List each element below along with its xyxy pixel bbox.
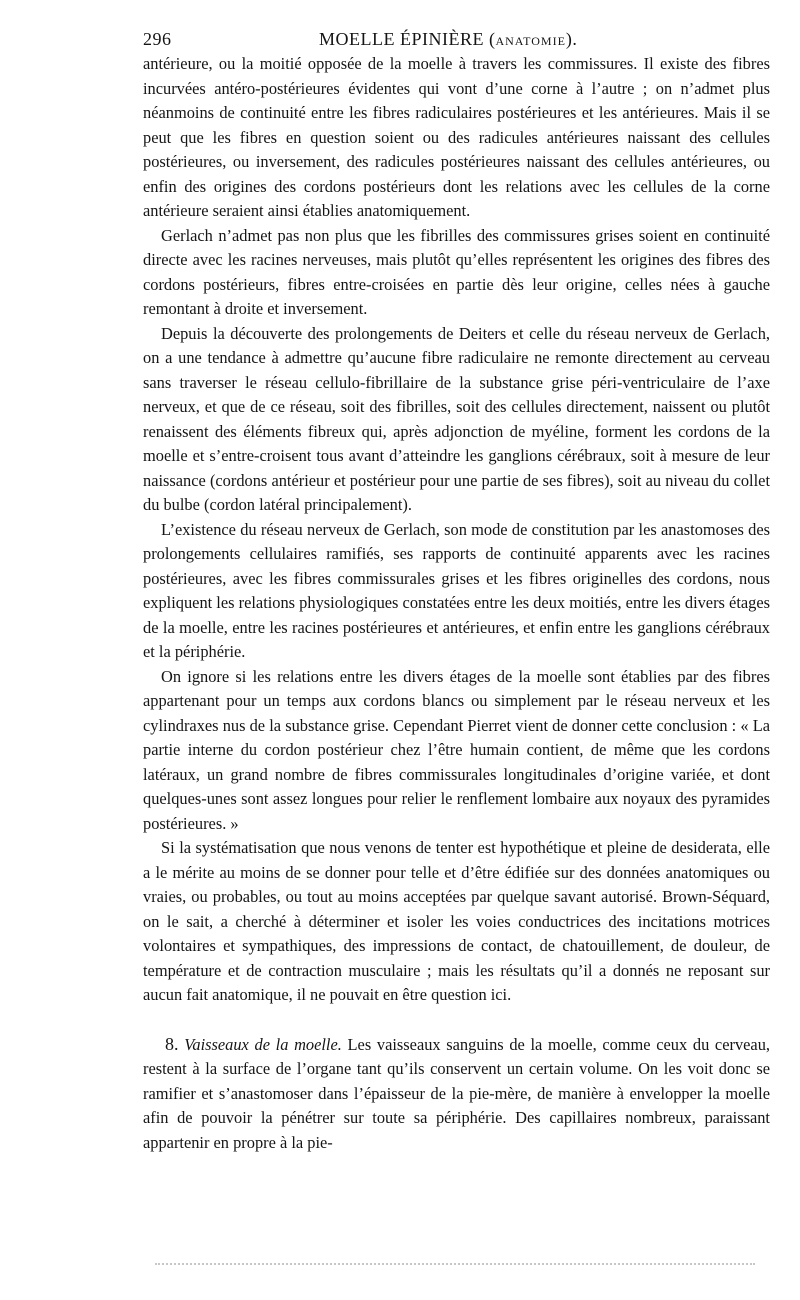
section-title: Vaisseaux de la moelle. bbox=[184, 1034, 342, 1054]
paragraph-gerlach: Gerlach n’admet pas non plus que les fibrilles des commissures grises soient en continuité directe avec les racines nerveuses, mais plutôt qu’elles représentent les origines des fibres des cordons postérieurs, fibres entre-croisées en partie dès leur origine, celles nées à gauche remontant à droite et inversement. bbox=[143, 225, 770, 318]
section-gap bbox=[143, 1008, 770, 1032]
section-number: 8. bbox=[165, 1033, 179, 1054]
section-text: Les vaisseaux sanguins de la moelle, comme ceux du cerveau, restent à la surface de l’organe tant qu’ils conservent un certain volume. On les voit donc se ramifier et s’anastomoser dans l’épaisseur de la pie-mère, de manière à envelopper la moelle afin de pouvoir la pénétrer sur toute sa périphérie. Des capillaires nombreux, paraissant appartenir en propre à la pie- bbox=[143, 1034, 770, 1152]
page-number: 296 bbox=[143, 29, 172, 49]
running-head bbox=[143, 26, 770, 52]
paragraph-pierret: On ignore si les relations entre les divers étages de la moelle sont établies par des fibres appartenant pour un temps aux cordons blancs ou simplement par le réseau nerveux et les cylindraxes nus de la substance grise. Cependant Pierret vient de donner cette conclusion : « La partie interne du cordon postérieur chez l’être humain contient, de même que les cordons latéraux, un grand nombre de fibres commissurales longitudinales d’origine variée, et dont quelques-unes sont assez longues pour relier le renflement lombaire aux noyaux des pyramides postérieures. » bbox=[143, 666, 770, 833]
paragraph-continued: antérieure, ou la moitié opposée de la moelle à travers les commissures. Il existe des fibres incurvées antéro-postérieures évidentes qui vont d’une corne à l’autre ; on n’admet plus néanmoins de continuité entre les fibres radiculaires postérieures et les antérieures. Mais il se peut que les fibres en question soient ou des radicules antérieures naissant des cellules postérieures, ou inversement, des radicules postérieures naissant des cellules antérieures, ou enfin des origines des cordons postérieurs dont les relations avec les cellules de la corne antérieure seraient ainsi établies anatomiquement. bbox=[143, 54, 770, 220]
running-title-small-caps: ANATOMIE bbox=[495, 34, 566, 48]
bottom-dotted-line bbox=[155, 1263, 755, 1266]
running-title-end: ). bbox=[565, 29, 578, 49]
paragraph-deiters: Depuis la découverte des prolongements de Deiters et celle du réseau nerveux de Gerlach, on a une tendance à admettre qu’aucune fibre radiculaire ne remonte directement au cerveau sans traverser le réseau cellulo-fibrillaire de la substance grise péri-ventriculaire de l’axe nerveux, et que de ce réseau, soit des fibrilles, soit des cellules directement, naissent ou plutôt renaissent des éléments fibreux qui, après adjonction de myéline, forment les cordons de la moelle et s’entre-croisent tous avant d’atteindre les ganglions cérébraux, soit à mesure de leur naissance (cordons antérieur et postérieur pour une partie de ses fibres), soit au niveau du collet du bulbe (cordon latéral principalement). bbox=[143, 323, 770, 514]
running-title-main: MOELLE ÉPINIÈRE ( bbox=[319, 29, 496, 49]
section-vaisseaux bbox=[143, 1032, 770, 1156]
running-title bbox=[319, 26, 577, 54]
body-text bbox=[143, 52, 770, 1008]
paragraph-reseau-nerveux: L’existence du réseau nerveux de Gerlach, son mode de constitution par les anastomoses des prolongements cellulaires ramifiés, ses rapports de continuité apparents avec les racines postérieures, avec les fibres commissurales grises et les fibres originelles des cordons, nous expliquent les relations physiologiques constatées entre les deux moitiés, entre les divers étages de la moelle, entre les racines postérieures et antérieures, et enfin entre les ganglions cérébraux et la périphérie. bbox=[143, 519, 770, 661]
paragraph-systematisation: Si la systématisation que nous venons de tenter est hypothétique et pleine de desiderata, elle a le mérite au moins de se donner pour telle et d’être édifiée sur des données anatomiques ou vraies, ou probables, ou tout au moins acceptées par quelque savant autorisé. Brown-Séquard, on le sait, a cherché à déterminer et isoler les voies conductrices des incitations motrices volontaires et sympathiques, des impressions de contact, de chatouillement, de douleur, de température et de contraction musculaire ; mais les résultats qu’il a donnés ne reposant sur aucun fait anatomique, il ne pouvait en être question ici. bbox=[143, 838, 770, 1004]
